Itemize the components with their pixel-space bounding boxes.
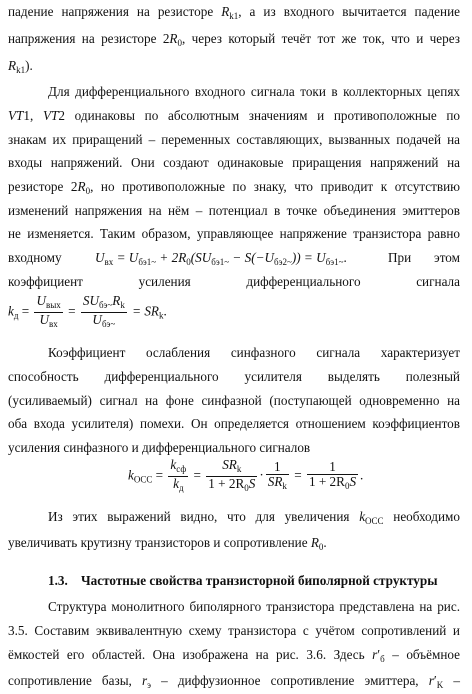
text-line: сопротивление базы, $r_э$ – диффузионное сопротивление эмиттера, $r'_K$ –: [8, 673, 460, 690]
text-line: способность дифференциального усилителя выделять полезный: [8, 369, 460, 384]
text-line: Структура монолитного биполярного транзистора представлена на рис.: [48, 599, 460, 614]
text-line: Коэффициент ослабления синфазного сигнала характеризует: [48, 345, 460, 360]
text-line: увеличивать крутизну транзисторов и сопротивление $R_0$.: [8, 535, 327, 552]
text-line: Из этих выражений видно, что для увеличения $k_{OCC}$ необходимо: [48, 509, 460, 526]
text-inline-end: При этом: [388, 250, 460, 265]
text-line: изменений напряжения на нём – потенциал в точке объединения эмиттеров: [8, 203, 460, 218]
section-title: Частотные свойства транзисторной биполярной структуры: [80, 573, 438, 588]
text-line: коэффициент усиления дифференциального сигнала: [8, 274, 460, 289]
text-line: 3.5. Составим эквивалентную схему транзистора с учётом сопротивлений и: [8, 623, 460, 638]
section-number: 1.3.: [48, 573, 68, 588]
section-heading: [48, 573, 438, 589]
equation-input-voltage: $U_{вх} = U_{бэ1\sim} + 2R_0(SU_{бэ1\sim} - S(-U_{бэ2\sim})) = U_{бэ1\sim}$.: [95, 250, 347, 267]
text-line: VT1, VT2 одинаковы по абсолютным значениям и противоположные по: [8, 108, 461, 123]
text-line: резисторе $2R_0$, но противоположные по знаку, что приводит к отсутствию: [8, 179, 460, 196]
text-line: усиления синфазного и дифференциального сигналов: [8, 440, 311, 455]
text-line: падение напряжения на резисторе $R_{k1}$, а из входного вычитается падение: [8, 4, 460, 21]
text-line: (усиливаемый) сигнал на фоне синфазной (поступающей одновременно на: [8, 393, 460, 408]
text-line: входы напряжений. Они создают одинаковые приращения напряжений на: [8, 155, 460, 170]
equation-cmrr: $k_{OCC}$ = $\frac{k_{сф}}{k_д}$ = $\frac{SR_k}{1 + 2R_0S}$ · $\frac{1}{SR_k}$ = $\frac{1}{1 + 2R_0S}$ .: [128, 457, 364, 493]
text-line: ёмкостей его областей. Она изображена на рис. 3.6. Здесь $r'_б$ – объёмное: [8, 647, 460, 664]
equation-diff-gain: $k_д$ = $\frac{U_{вых}}{U_{вх}}$ = $\frac{SU_{бэ\sim}R_k}{U_{бэ\sim}}$ = $SR_k$.: [8, 293, 167, 329]
text-line: $R_{k1}$).: [8, 58, 33, 75]
text-line: не изменяется. Таким образом, управляющее напряжение транзистора равно: [8, 226, 460, 241]
text-line: знакам их приращений – переменных составляющих, вызванных подачей на: [8, 132, 460, 147]
text-line: оба входа усилителя) помехи. Он определяется отношением коэффициентов: [8, 416, 460, 431]
text-inline-start: входному: [8, 250, 62, 265]
text-line: напряжения на резисторе $2R_0$, через который течёт тот же ток, что и через: [8, 31, 460, 48]
text-line: Для дифференциального входного сигнала токи в коллекторных цепях: [48, 84, 460, 99]
